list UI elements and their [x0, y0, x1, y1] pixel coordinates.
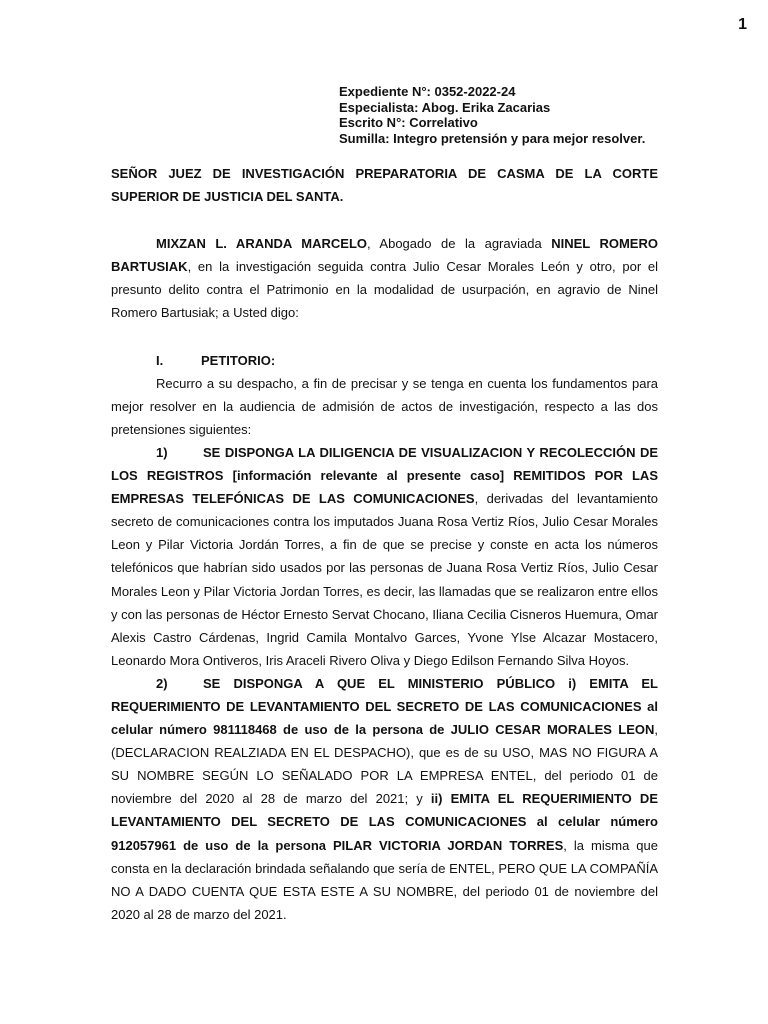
item-1-paragraph [111, 441, 658, 672]
sumilla-line: Sumilla: Integro pretensión y para mejor resolver. [339, 130, 646, 146]
page-number: 1 [738, 16, 747, 33]
item-1-text: , derivadas del levantamiento secreto de comunicaciones contra los imputados Juana Rosa Vertiz Ríos, Julio Cesar Morales Leon y Pilar Victoria Jordán Torres, a fin de que se precise y conste en acta los números telefónicos que habrían sido usados por las personas de Juana Rosa Vertiz Ríos, Julio Cesar Morales Leon y Pilar Victoria Jordan Torres, es decir, las llamadas que se realizaron entre ellos y con las personas de Héctor Ernesto Servat Chocano, Iliana Cecilia Cisneros Huemura, Omar Alexis Castro Cárdenas, Ingrid Camila Montalvo Garces, Yvone Ylse Alcazar Mostacero, Leonardo Mora Ontiveros, Iris Araceli Rivero Oliva y Diego Edilson Fernando Silva Hoyos. [111, 491, 658, 668]
expediente-line: Expediente N°: 0352-2022-24 [339, 84, 516, 99]
item-1-number: 1) [156, 444, 168, 460]
document-body [111, 162, 658, 926]
section-number: I. [156, 352, 164, 368]
item-2-text-2: , la misma que consta en la declaración brindada señalando que sería de ENTEL, PERO QUE LA COMPAÑÍA NO A DADO CUENTA QUE ESTA ESTE A SU NOMBRE, del periodo 01 de noviembre del 2020 al 28 de marzo del 2021. [111, 837, 658, 922]
victim-name: NINEL ROMERO BARTUSIAK [111, 236, 658, 275]
item-2-text-1: , (DECLARACION REALZIADA EN EL DESPACHO), que es de su USO, MAS NO FIGURA A SU NOMBRE SEGÚN LO SEÑALADO POR LA EMPRESA ENTEL, del periodo 01 de noviembre del 2020 al 28 de marzo del 2021; y [111, 722, 658, 807]
lawyer-name: MIXZAN L. ARANDA MARCELO [156, 236, 368, 252]
intro-paragraph [111, 232, 658, 324]
section-title: PETITORIO: [201, 352, 276, 368]
petitorio-paragraph: Recurro a su despacho, a fin de precisar y se tenga en cuenta los fundamentos para mejor resolver en la audiencia de admisión de actos de investigación, respecto a las dos pretensiones siguientes: [111, 375, 658, 437]
intro-text-1: , Abogado de la agraviada [367, 236, 552, 252]
item-2-paragraph [111, 672, 658, 926]
escrito-line: Escrito N°: Correlativo [339, 115, 478, 130]
item-2-bold-2: ii) EMITA EL REQUERIMIENTO DE LEVANTAMIENTO DEL SECRETO DE LAS COMUNICACIONES al celular número 912057961 de uso de la persona PILAR VICTORIA JORDAN TORRES [111, 791, 658, 853]
section-heading [111, 349, 658, 372]
item-2-bold-1: SE DISPONGA A QUE EL MINISTERIO PÚBLICO i) EMITA EL REQUERIMIENTO DE LEVANTAMIENTO DEL SECRETO DE LAS COMUNICACIONES al celular número 981118468 de uso de la persona de JULIO CESAR MORALES LEON [111, 675, 658, 738]
especialista-line: Especialista: Abog. Erika Zacarias [339, 99, 551, 115]
item-1-bold: SE DISPONGA LA DILIGENCIA DE VISUALIZACION Y RECOLECCIÓN DE LOS REGISTROS [información relevante al presente caso] REMITIDOS POR LAS EMPRESAS TELEFÓNICAS DE LAS COMUNICACIONES [111, 444, 658, 507]
addressee: SEÑOR JUEZ DE INVESTIGACIÓN PREPARATORIA DE CASMA DE LA CORTE SUPERIOR DE JUSTICIA DEL SANTA. [111, 166, 658, 205]
item-2-number: 2) [156, 675, 168, 691]
case-header [339, 84, 645, 146]
intro-text-2: , en la investigación seguida contra Julio Cesar Morales León y otro, por el presunto delito contra el Patrimonio en la modalidad de usurpación, en agravio de Ninel Romero Bartusiak; a Usted digo: [111, 259, 658, 321]
